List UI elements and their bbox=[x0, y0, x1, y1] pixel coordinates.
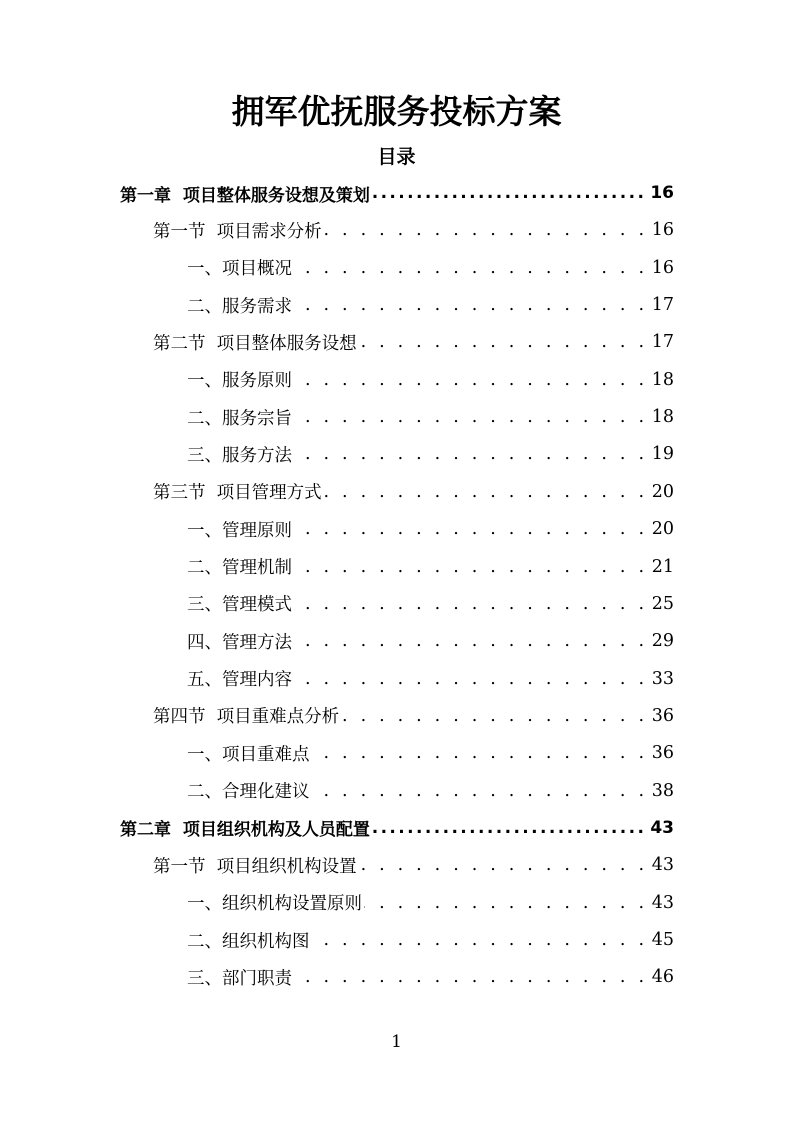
toc-entry-page: 36 bbox=[651, 743, 674, 764]
toc-entry-label: 第四节 项目重难点分析 bbox=[153, 707, 340, 728]
toc-entry[interactable] bbox=[120, 175, 674, 211]
toc-dot-leader bbox=[294, 967, 648, 987]
toc-dot-leader bbox=[372, 818, 646, 838]
toc-entry-page: 16 bbox=[651, 220, 674, 241]
toc-entry-label: 第一节 项目需求分析 bbox=[153, 221, 322, 242]
toc-entry-page: 43 bbox=[651, 855, 674, 876]
toc-entry-label: 五、管理内容 bbox=[187, 670, 292, 691]
toc-entry-label: 第一章 项目整体服务设想及策划 bbox=[120, 185, 370, 206]
toc-dot-leader bbox=[294, 444, 648, 464]
toc-entry-label: 二、管理机制 bbox=[187, 558, 292, 578]
toc-entry-page: 20 bbox=[651, 519, 674, 540]
toc-dot-leader bbox=[359, 332, 648, 352]
toc-entry[interactable] bbox=[153, 698, 674, 734]
toc-dot-leader bbox=[341, 706, 648, 726]
toc-entry-label: 二、合理化建议 bbox=[187, 782, 310, 803]
toc-entry-label: 四、管理方法 bbox=[187, 632, 292, 653]
toc-entry-page: 16 bbox=[651, 257, 674, 278]
toc-entry-label: 三、部门职责 bbox=[187, 968, 292, 989]
toc-dot-leader bbox=[294, 594, 648, 614]
toc-entry-page: 29 bbox=[651, 631, 674, 652]
toc-entry[interactable] bbox=[187, 735, 674, 771]
toc-dot-leader bbox=[359, 855, 648, 875]
toc-entry-label: 第二节 项目整体服务设想 bbox=[153, 333, 357, 354]
toc-dot-leader bbox=[324, 220, 648, 240]
toc-heading: 目录 bbox=[377, 146, 416, 168]
toc-entry[interactable] bbox=[153, 212, 674, 248]
toc-entry[interactable] bbox=[187, 511, 674, 547]
toc-entry-page: 33 bbox=[651, 668, 674, 689]
toc-entry-label: 第一节 项目组织机构设置 bbox=[153, 856, 357, 877]
toc-entry[interactable] bbox=[187, 436, 674, 472]
toc-entry-page: 17 bbox=[651, 295, 674, 316]
toc-entry[interactable] bbox=[187, 922, 674, 958]
toc-entry-label: 一、组织机构设置原则 bbox=[187, 894, 362, 915]
toc-dot-leader bbox=[312, 781, 648, 801]
toc-entry-label: 一、项目概况 bbox=[187, 259, 292, 280]
toc-entry-label: 一、管理原则 bbox=[187, 520, 292, 541]
toc-entry[interactable] bbox=[153, 474, 674, 510]
toc-entry-page: 19 bbox=[651, 444, 674, 465]
toc-entry[interactable] bbox=[187, 885, 674, 921]
toc-dot-leader bbox=[294, 631, 648, 651]
toc-entry-page: 18 bbox=[651, 369, 674, 390]
toc-entry-label: 三、服务方法 bbox=[187, 445, 292, 466]
toc-entry-label: 二、组织机构图 bbox=[187, 931, 310, 952]
document-title: 拥军优抚服务投标方案 bbox=[231, 92, 562, 131]
toc-entry-label: 第二章 项目组织机构及人员配置 bbox=[120, 820, 370, 841]
toc-dot-leader bbox=[364, 893, 648, 913]
toc-entry-label: 一、服务原则 bbox=[187, 371, 292, 392]
toc-entry[interactable] bbox=[187, 250, 674, 286]
toc-entry-label: 第三节 项目管理方式 bbox=[153, 483, 322, 504]
toc-entry-page: 17 bbox=[651, 332, 674, 353]
toc-entry[interactable] bbox=[120, 810, 674, 846]
toc-entry-page: 43 bbox=[650, 817, 674, 838]
toc-dot-leader bbox=[312, 930, 648, 950]
toc-dot-leader bbox=[294, 295, 648, 315]
toc-entry[interactable] bbox=[187, 287, 674, 323]
toc-entry[interactable] bbox=[187, 959, 674, 995]
toc-entry[interactable] bbox=[187, 399, 674, 435]
toc-entry[interactable] bbox=[187, 661, 674, 697]
toc-dot-leader bbox=[372, 183, 646, 203]
toc-entry-page: 38 bbox=[651, 780, 674, 801]
toc-entry-label: 二、服务宗旨 bbox=[187, 408, 292, 429]
toc-dot-leader bbox=[294, 370, 648, 390]
toc-entry-label: 二、服务需求 bbox=[187, 296, 292, 317]
toc-entry-page: 20 bbox=[651, 481, 674, 502]
toc-entry-label: 三、管理模式 bbox=[187, 595, 292, 616]
toc-entry-page: 18 bbox=[651, 407, 674, 428]
toc-entry-page: 21 bbox=[651, 556, 674, 577]
toc-entry[interactable] bbox=[187, 623, 674, 659]
toc-entry-page: 16 bbox=[650, 183, 674, 203]
toc-entry[interactable] bbox=[187, 773, 674, 809]
toc-entry-page: 45 bbox=[651, 930, 674, 950]
toc-entry[interactable] bbox=[187, 362, 674, 398]
toc-dot-leader bbox=[312, 743, 648, 763]
toc-dot-leader bbox=[294, 557, 648, 577]
toc-entry[interactable] bbox=[153, 847, 674, 883]
toc-dot-leader bbox=[294, 519, 648, 539]
toc-entry-page: 36 bbox=[651, 705, 674, 726]
toc-entry[interactable] bbox=[187, 586, 674, 622]
toc-dot-leader bbox=[294, 407, 648, 427]
toc-entry-page: 25 bbox=[651, 593, 674, 614]
page-number: 1 bbox=[391, 1032, 402, 1052]
toc-entry-page: 43 bbox=[651, 892, 674, 913]
toc-entry[interactable] bbox=[153, 324, 674, 360]
toc-entry-label: 一、项目重难点 bbox=[187, 744, 310, 765]
toc-dot-leader bbox=[324, 482, 648, 502]
toc-dot-leader bbox=[294, 258, 648, 278]
toc-entry-page: 46 bbox=[651, 967, 674, 988]
toc-dot-leader bbox=[294, 669, 648, 689]
toc-entry[interactable] bbox=[187, 549, 674, 585]
